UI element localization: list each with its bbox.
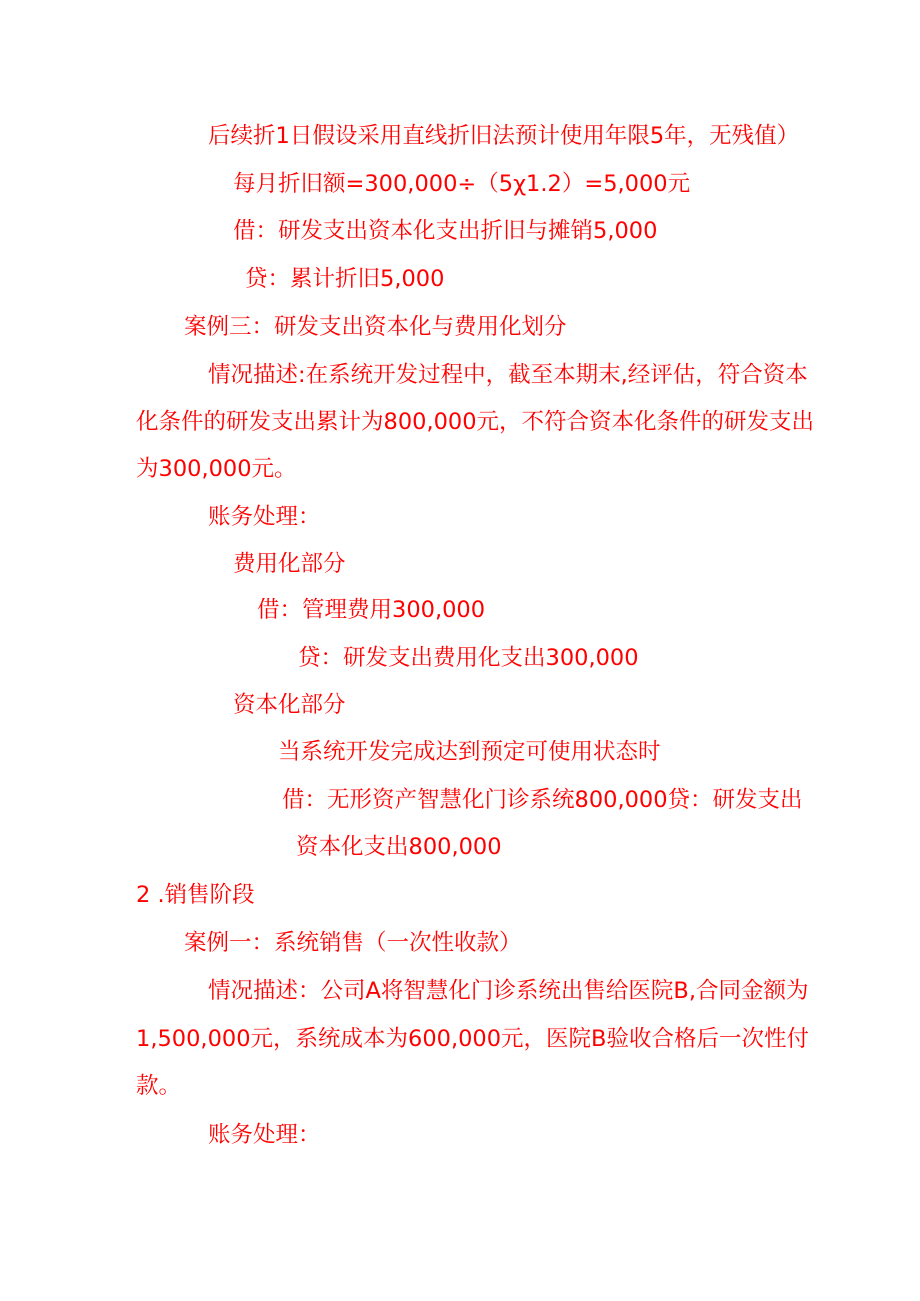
text-line-case-three-desc-3: 为300,000元。 (136, 456, 297, 482)
text-line-debit-intangible-asset: 借：无形资产智慧化门诊系统800,000贷：研发支出 (282, 787, 803, 813)
section-heading-sales-stage: 2 .销售阶段 (136, 882, 255, 908)
text-line-case-three-desc-2: 化条件的研发支出累计为800,000元，不符合资本化条件的研发支出 (136, 409, 815, 435)
accounting-treatment-label-2: 账务处理： (208, 1122, 321, 1148)
text-line-monthly-depreciation: 每月折旧额=300,000÷（5χ1.2）=5,000元 (233, 171, 691, 197)
text-line-case-one-desc-3: 款。 (136, 1073, 182, 1099)
case-three-heading: 案例三：研发支出资本化与费用化划分 (184, 314, 567, 340)
text-line-case-one-desc-1: 情况描述：公司A将智慧化门诊系统出售给医院B,合同金额为 (208, 978, 809, 1004)
text-line-depreciation-intro: 后续折1日假设采用直线折旧法预计使用年限5年，无残值） (208, 123, 800, 149)
expensed-portion-label: 费用化部分 (233, 551, 346, 577)
text-line-debit-rd-amortization: 借：研发支出资本化支出折旧与摊销5,000 (233, 218, 658, 244)
text-line-ready-for-use: 当系统开发完成达到预定可使用状态时 (278, 739, 661, 765)
text-line-case-one-desc-2: 1,500,000元，系统成本为600,000元，医院B验收合格后一次性付 (136, 1026, 809, 1052)
text-line-case-three-desc-1: 情况描述:在系统开发过程中，截至本期末,经评估，符合资本 (208, 362, 808, 388)
text-line-credit-accumulated-depreciation: 贷：累计折旧5,000 (245, 266, 445, 292)
text-line-credit-rd-expensed: 贷：研发支出费用化支出300,000 (298, 645, 639, 671)
capitalized-portion-label: 资本化部分 (233, 692, 346, 718)
text-line-capitalized-amount: 资本化支出800,000 (296, 834, 502, 860)
case-one-heading: 案例一：系统销售（一次性收款） (184, 930, 522, 956)
text-line-debit-admin-expense: 借：管理费用300,000 (257, 597, 486, 623)
accounting-treatment-label: 账务处理： (208, 504, 321, 530)
